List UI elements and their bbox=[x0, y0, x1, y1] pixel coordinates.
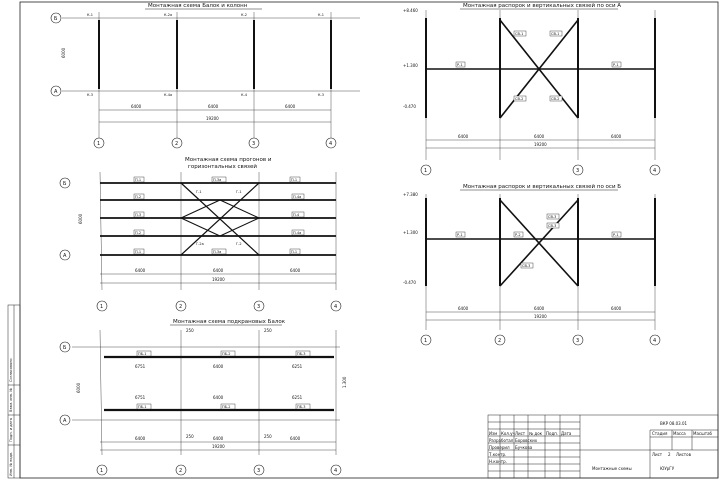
side-agreed: Согласовано bbox=[9, 358, 13, 382]
dim-span-2a: 6400 bbox=[135, 268, 146, 273]
stamp-r4: Н.контр. bbox=[489, 459, 507, 464]
axis-3-d: 3 bbox=[576, 168, 580, 174]
tag-sv3-b3: СВ-3 bbox=[522, 264, 531, 268]
tag-p3a-1: П-3а bbox=[213, 178, 222, 182]
tag-p3a-2: П-3а bbox=[213, 250, 222, 254]
axis-1-e: 1 bbox=[424, 338, 428, 344]
axis-4-e: 4 bbox=[653, 338, 657, 344]
axis-4-b: 4 bbox=[334, 304, 338, 310]
dim-span-4c: 6400 bbox=[611, 134, 622, 139]
lvl-bot-b: -0.470 bbox=[403, 280, 416, 285]
tag-p1-3: П-1 bbox=[135, 250, 142, 254]
lvl-bot-a: -0.470 bbox=[403, 104, 416, 109]
stamp-n1: Боровских bbox=[515, 438, 538, 443]
title-purlins-2: горизонтальных связей bbox=[188, 164, 257, 170]
dim-span-2b: 6400 bbox=[213, 268, 224, 273]
tag-sv3-b2: СВ-3 bbox=[548, 224, 557, 228]
scheme-crane-beams bbox=[60, 319, 347, 475]
dim-span-3e: 6400 bbox=[290, 436, 301, 441]
stamp-h6: Дата bbox=[561, 431, 572, 436]
stamp-sheet-no: 2 bbox=[668, 452, 671, 457]
axis-a-2: А bbox=[63, 253, 67, 259]
tag-k4a-1: К-4а bbox=[164, 93, 173, 97]
title-crane: Монтажная схема подкрановых Балок bbox=[173, 319, 286, 325]
dim-total-3: 19200 bbox=[212, 444, 225, 449]
side-replaced: Взам. инв. № bbox=[9, 388, 13, 412]
tag-sv3-b1: СВ-3 bbox=[548, 215, 557, 219]
title-beams: Монтажная схема Балок и колонн bbox=[148, 3, 248, 9]
scheme-purlins bbox=[60, 157, 341, 311]
stamp-stage: Стадия bbox=[652, 431, 668, 436]
axis-3-e: 3 bbox=[576, 338, 580, 344]
tag-sv2-a1: СВ-2 bbox=[515, 97, 524, 101]
tag-p1-2: П-1 bbox=[291, 178, 298, 182]
dim-span-5a: 6400 bbox=[458, 306, 469, 311]
dim-depth-1: 6000 bbox=[61, 47, 66, 58]
dim-beam2-1: 6251 bbox=[292, 364, 303, 369]
dim-span-2c: 6400 bbox=[290, 268, 301, 273]
axis-3-b: 3 bbox=[257, 304, 261, 310]
dim-span-3c: 6400 bbox=[135, 436, 146, 441]
tag-pb3-2: ПБ-3 bbox=[297, 405, 306, 409]
tag-k2-1: К-2 bbox=[241, 13, 247, 17]
stamp-code: ВКР 08.03.01 bbox=[660, 421, 688, 426]
tag-p4a-1: П-4а bbox=[293, 195, 302, 199]
tag-pb1-1: ПБ-1 bbox=[138, 352, 147, 356]
axis-3-c: 3 bbox=[257, 468, 261, 474]
dim-span-5b: 6400 bbox=[534, 306, 545, 311]
tag-k3-1: К-3 bbox=[87, 93, 93, 97]
tag-p1-4: П-1 bbox=[291, 250, 298, 254]
tag-sv2-a2: СВ-2 bbox=[551, 97, 560, 101]
side-signed: Подп. и дата bbox=[9, 418, 13, 442]
stamp-org: ЮУрГУ bbox=[660, 466, 675, 471]
tag-g2-1: Г-2 bbox=[236, 242, 242, 246]
tag-pb2-1: ПБ-2 bbox=[222, 352, 231, 356]
lvl-top-b: +7.380 bbox=[403, 192, 418, 197]
dim-step-2: 250 bbox=[264, 328, 272, 333]
stamp-r1: Разработал bbox=[489, 438, 514, 443]
stamp-scale: Масштаб bbox=[693, 431, 713, 436]
axis-b-3: Б bbox=[63, 345, 67, 351]
tag-p3-1: П-3 bbox=[135, 213, 142, 217]
scheme-bracing-b bbox=[403, 183, 660, 345]
stamp-sheets: Листов bbox=[676, 452, 691, 457]
tag-sv1-a1: СВ-1 bbox=[515, 32, 524, 36]
axis-2-a: 2 bbox=[175, 141, 179, 147]
tag-p2-1: П-2 bbox=[135, 195, 142, 199]
dim-step-3: 250 bbox=[186, 434, 194, 439]
axis-2-e: 2 bbox=[498, 338, 502, 344]
tag-p4a-2: П-4а bbox=[293, 231, 302, 235]
dim-crane: 1.300 bbox=[342, 376, 347, 388]
tag-r1-a1: Р-1 bbox=[457, 63, 463, 67]
axis-4-d: 4 bbox=[653, 168, 657, 174]
dim-depth-3: 6000 bbox=[76, 382, 81, 393]
tag-p2-2: П-2 bbox=[135, 231, 142, 235]
stamp-h2: Кол.уч bbox=[501, 431, 515, 436]
dim-span-3b: 6400 bbox=[213, 395, 224, 400]
tag-pb2-2: ПБ-2 bbox=[222, 405, 231, 409]
dim-span-1a: 6400 bbox=[131, 104, 142, 109]
dim-step-4: 250 bbox=[264, 434, 272, 439]
axis-3-a: 3 bbox=[252, 141, 256, 147]
dim-span-4a: 6400 bbox=[458, 134, 469, 139]
dim-beam-2: 6751 bbox=[135, 395, 146, 400]
axis-2-b: 2 bbox=[179, 304, 183, 310]
stamp-sheet: Лист bbox=[652, 452, 663, 457]
tag-r1-a2: Р-1 bbox=[613, 63, 619, 67]
dim-depth-2: 6000 bbox=[78, 213, 83, 224]
stamp-r3: Т.контр. bbox=[489, 452, 507, 457]
tag-r1-b1: Р-1 bbox=[457, 233, 463, 237]
tag-k1-2: К-1 bbox=[318, 13, 324, 17]
tag-g1-2: Г-1 bbox=[236, 190, 242, 194]
tag-k4-1: К-4 bbox=[241, 93, 247, 97]
dim-span-4b: 6400 bbox=[534, 134, 545, 139]
stamp-h5: Подп. bbox=[546, 431, 559, 436]
title-purlins-1: Монтажная схема прогонов и bbox=[185, 157, 272, 163]
title-bracing-a: Монтажная распорок и вертикальных связей по оси А bbox=[463, 3, 622, 9]
stamp-h1: Изм bbox=[489, 431, 498, 436]
dim-span-1b: 6400 bbox=[208, 104, 219, 109]
tag-k2a-1: К-2а bbox=[164, 13, 173, 17]
axis-1-b: 1 bbox=[100, 304, 104, 310]
dim-span-3a: 6400 bbox=[213, 364, 224, 369]
dim-beam-1: 6751 bbox=[135, 364, 146, 369]
dim-total-1: 19200 bbox=[206, 116, 219, 121]
dim-total-2: 19200 bbox=[212, 277, 225, 282]
axis-a-3: А bbox=[63, 418, 67, 424]
dim-span-1c: 6400 bbox=[285, 104, 296, 109]
axis-a-1: А bbox=[54, 89, 58, 95]
dim-total-4: 19200 bbox=[534, 142, 547, 147]
axis-b-2: Б bbox=[63, 181, 67, 187]
lvl-mid-b: +1.300 bbox=[403, 230, 418, 235]
dim-span-3d: 6400 bbox=[213, 436, 224, 441]
axis-2-c: 2 bbox=[179, 468, 183, 474]
stamp-n2: Бучкова bbox=[515, 445, 533, 450]
tag-k1-1: К-1 bbox=[87, 13, 93, 17]
title-bracing-b: Монтажная распорок и вертикальных связей по оси Б bbox=[463, 184, 622, 190]
axis-4-a: 4 bbox=[329, 141, 333, 147]
tag-r2-b1: Р-2 bbox=[515, 233, 521, 237]
lvl-mid-a: +1.300 bbox=[403, 63, 418, 68]
lvl-top-a: +8.460 bbox=[403, 8, 418, 13]
dim-span-5c: 6400 bbox=[611, 306, 622, 311]
scheme-bracing-a bbox=[403, 2, 660, 175]
side-inventory: Инв. № подл. bbox=[9, 451, 13, 476]
axis-1-d: 1 bbox=[424, 168, 428, 174]
tag-k3-2: К-3 bbox=[318, 93, 324, 97]
axis-1-a: 1 bbox=[97, 141, 101, 147]
tag-r1-b2: Р-1 bbox=[613, 233, 619, 237]
stamp-h3: Лист bbox=[515, 431, 526, 436]
dim-beam2-2: 6251 bbox=[292, 395, 303, 400]
sheet-frame bbox=[20, 2, 718, 478]
tag-p1-1: П-1 bbox=[135, 178, 142, 182]
tag-pb1-2: ПБ-1 bbox=[138, 405, 147, 409]
axis-1-c: 1 bbox=[100, 468, 104, 474]
axis-b-1: Б bbox=[54, 16, 58, 22]
axis-4-c: 4 bbox=[334, 468, 338, 474]
stamp-doc: Монтажные схемы bbox=[592, 466, 632, 471]
tag-sv1-a2: СВ-1 bbox=[551, 32, 560, 36]
tag-g1-1: Г-1 bbox=[196, 190, 202, 194]
dim-step-1: 250 bbox=[186, 328, 194, 333]
stamp-r2: Проверил bbox=[489, 445, 510, 450]
tag-g2a-1: Г-2а bbox=[196, 242, 204, 246]
scheme-beams-columns bbox=[51, 3, 360, 148]
stamp-h4: № док bbox=[529, 431, 543, 436]
tag-pb3-1: ПБ-3 bbox=[297, 352, 306, 356]
stamp-mass: Масса bbox=[673, 431, 686, 436]
dim-total-5: 19200 bbox=[534, 314, 547, 319]
tag-p4-1: П-4 bbox=[293, 213, 300, 217]
